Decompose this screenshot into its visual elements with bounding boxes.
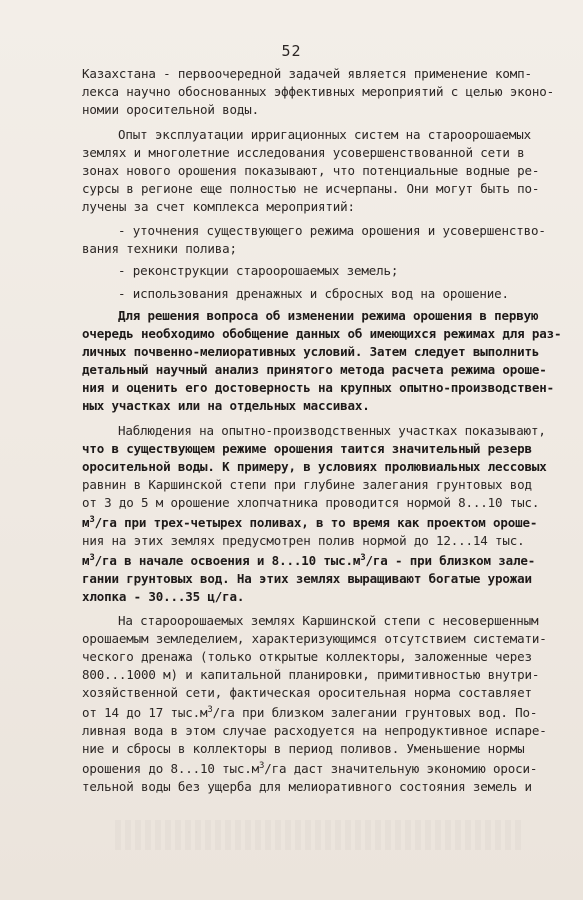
line-text-tail: /га при близком залегании грунтовых вод. По- [212,705,538,720]
text-line: номии оросительной воды. [82,102,260,117]
text-line: лучены за счет комплекса мероприятий: [82,199,355,214]
unit-m: м [82,553,90,568]
line-text: /га в начале освоения и 8...10 тыс.м [94,553,361,568]
text-line: орошаемым земледелием, характеризующимся отсутствием системати- [82,631,547,646]
page-number: 52 [281,42,302,60]
line-text: орошения до 8...10 тыс.м [82,761,260,776]
text-line: очередь необходимо обобщение данных об имеющихся режимах для раз- [82,326,562,341]
superscript: 3 [89,515,95,525]
text-line: Опыт эксплуатации ирригационных систем на староорошаемых [118,127,532,142]
text-line: хлопка - 30...35 ц/га. [82,589,245,604]
line-text: от 14 до 17 тыс.м [82,705,208,720]
list-item: - уточнения существующего режима орошения и усовершенство- [118,223,546,238]
text-line: На староорошаемых землях Каршинской степи с несовершенным [118,613,539,628]
text-line: оросительной воды. К примеру, в условиях пролювиальных лессовых [82,459,547,474]
line-text-tail: /га даст значительную экономию ороси- [264,761,538,776]
unit-m: м [82,515,90,530]
superscript: 3 [360,553,366,563]
text-line: ния и оценить его достоверность на крупных опытно-производствен- [82,380,555,395]
text-line: что в существующем режиме орошения таится значительный резерв [82,441,532,456]
text-line: Для решения вопроса об изменении режима орошения в первую [118,308,539,323]
text-line: Казахстана - первоочередной задачей является применение комп- [82,66,532,81]
text-line: вания техники полива; [82,241,237,256]
text-line: сурсы в регионе еще полностью не исчерпаны. Они могут быть по- [82,181,540,196]
text-line: землях и многолетние исследования усовершенствованной сети в [82,145,525,160]
text-line: ческого дренажа (только открытые коллекторы, заложенные через [82,649,532,664]
list-item: - реконструкции староорошаемых земель; [118,263,399,278]
text-line: лекса научно обоснованных эффективных мероприятий с целью эконо- [82,84,555,99]
bleed-through-texture [115,820,525,850]
line-text: /га при трех-четырех поливах, в то время как проектом ороше- [94,515,538,530]
text-line: ных участках или на отдельных массивах. [82,398,370,413]
text-line: хозяйственной сети, фактическая оросительная норма составляет [82,685,532,700]
text-line [82,515,537,531]
text-line: личных почвенно-мелиоративных условий. Затем следует выполнить [82,344,540,359]
superscript: 3 [259,761,265,771]
line-text-tail: /га - при близком зале- [365,553,536,568]
text-line: ния на этих землях предусмотрен полив нормой до 12...14 тыс. [82,533,525,548]
text-line: Наблюдения на опытно-производственных участках показывают, [118,423,546,438]
text-line: тельной воды без ущерба для мелиоративного состояния земель и [82,779,532,794]
text-line [82,553,535,569]
text-line: зонах нового орошения показывают, что потенциальные водные ре- [82,163,540,178]
text-line [82,705,537,721]
text-line: гании грунтовых вод. На этих землях выращивают богатые урожаи [82,571,532,586]
text-line: от 3 до 5 м орошение хлопчатника проводится нормой 8...10 тыс. [82,495,540,510]
text-line: ливная вода в этом случае расходуется на непродуктивное испаре- [82,723,547,738]
superscript: 3 [207,705,213,715]
text-line: ние и сбросы в коллекторы в период поливов. Уменьшение нормы [82,741,525,756]
list-item: - использования дренажных и сбросных вод на орошение. [118,286,509,301]
text-line: 800...1000 м) и капитальной планировки, примитивностью внутри- [82,667,540,682]
superscript: 3 [89,553,95,563]
text-line: детальный научный анализ принятого метода расчета режима ороше- [82,362,547,377]
text-line: равнин в Каршинской степи при глубине залегания грунтовых вод [82,477,532,492]
text-line [82,761,537,777]
